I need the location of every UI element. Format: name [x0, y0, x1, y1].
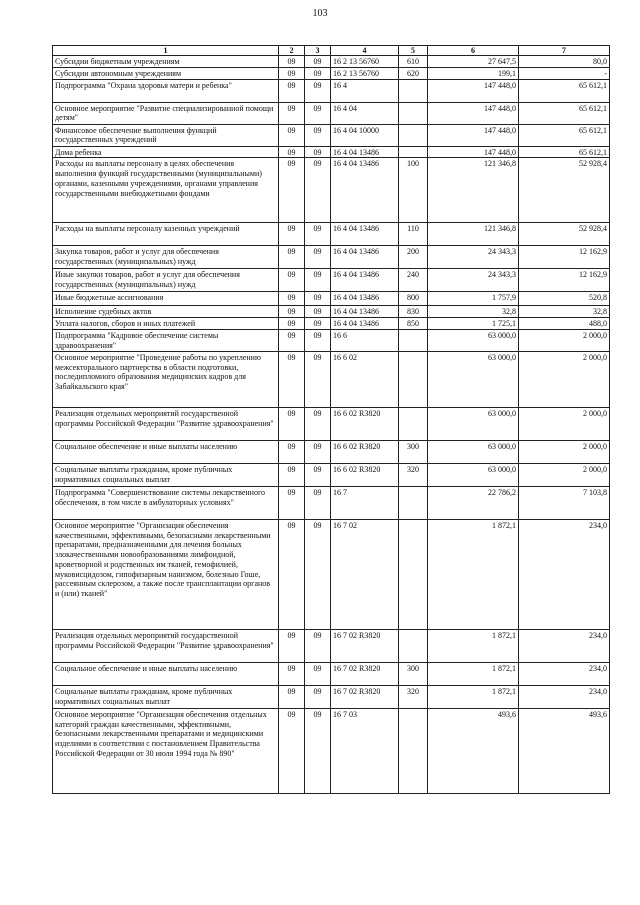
table-row — [53, 329, 610, 351]
row-amount-executed: 52 928,4 — [519, 158, 610, 223]
row-subsection: 09 — [305, 662, 331, 685]
row-amount-total: 493,6 — [428, 708, 519, 793]
row-expense-type — [399, 329, 428, 351]
row-expense-type: 300 — [399, 662, 428, 685]
row-section: 09 — [279, 292, 305, 306]
row-description: Дома ребенка — [53, 146, 279, 158]
row-target-article: 16 6 02 R3820 — [331, 407, 399, 440]
row-target-article: 16 6 02 R3820 — [331, 440, 399, 463]
row-subsection: 09 — [305, 685, 331, 708]
row-amount-executed: 12 162,9 — [519, 269, 610, 292]
table-row — [53, 318, 610, 330]
row-amount-total: 63 000,0 — [428, 440, 519, 463]
row-section: 09 — [279, 407, 305, 440]
table-row — [53, 56, 610, 68]
row-amount-total: 22 786,2 — [428, 486, 519, 519]
page-number: 103 — [312, 8, 328, 19]
row-amount-executed: 65 612,1 — [519, 102, 610, 124]
row-section: 09 — [279, 440, 305, 463]
row-section: 09 — [279, 318, 305, 330]
row-expense-type: 620 — [399, 67, 428, 79]
row-subsection: 09 — [305, 246, 331, 269]
row-amount-executed: 65 612,1 — [519, 146, 610, 158]
row-expense-type — [399, 519, 428, 629]
row-amount-total: 32,8 — [428, 306, 519, 318]
row-subsection: 09 — [305, 102, 331, 124]
table-row — [53, 79, 610, 102]
row-amount-executed: 65 612,1 — [519, 124, 610, 146]
row-subsection: 09 — [305, 269, 331, 292]
row-amount-executed: 2 000,0 — [519, 440, 610, 463]
table-row — [53, 246, 610, 269]
row-amount-total: 24 343,3 — [428, 269, 519, 292]
row-amount-executed: 80,0 — [519, 56, 610, 68]
row-description: Основное мероприятие "Проведение работы по укреплению межсекторального партнерства в области подготовки, последипломного образования медицинских кадров для Забайкальского края" — [53, 351, 279, 407]
row-target-article: 16 4 04 13486 — [331, 306, 399, 318]
row-subsection: 09 — [305, 292, 331, 306]
row-target-article: 16 7 02 — [331, 519, 399, 629]
row-expense-type — [399, 79, 428, 102]
row-section: 09 — [279, 351, 305, 407]
row-description: Основное мероприятие "Организация обеспечения качественными, эффективными, безопасными лекарственными препаратами, предназначенными для лечения больных злокачественными новообразованиями лимфоидной, кроветворной и родственных им тканей, гемофилией, муковисцидозом, гипофизарным нанизмом, болезнью Гоше, рассеянным склерозом, а также после трансплантации органов и (или) тканей" — [53, 519, 279, 629]
column-header: 2 — [279, 46, 305, 56]
row-subsection: 09 — [305, 440, 331, 463]
row-description: Подпрограмма "Кадровое обеспечение системы здравоохранения" — [53, 329, 279, 351]
row-subsection: 09 — [305, 407, 331, 440]
column-header: 4 — [331, 46, 399, 56]
row-expense-type: 320 — [399, 685, 428, 708]
table-row — [53, 292, 610, 306]
row-amount-executed: 2 000,0 — [519, 351, 610, 407]
row-amount-executed: 7 103,8 — [519, 486, 610, 519]
row-subsection: 09 — [305, 223, 331, 246]
row-section: 09 — [279, 463, 305, 486]
row-amount-total: 147 448,0 — [428, 102, 519, 124]
row-section: 09 — [279, 629, 305, 662]
row-section: 09 — [279, 124, 305, 146]
row-description: Подпрограмма "Совершенствование системы лекарственного обеспечения, в том числе в амбулаторных условиях" — [53, 486, 279, 519]
table-row — [53, 708, 610, 793]
row-amount-total: 27 647,5 — [428, 56, 519, 68]
table-row — [53, 463, 610, 486]
row-section: 09 — [279, 102, 305, 124]
row-subsection: 09 — [305, 351, 331, 407]
row-target-article: 16 7 02 R3820 — [331, 685, 399, 708]
row-target-article: 16 2 13 56760 — [331, 67, 399, 79]
row-amount-executed: 520,8 — [519, 292, 610, 306]
row-expense-type — [399, 486, 428, 519]
row-section: 09 — [279, 56, 305, 68]
row-amount-executed: 234,0 — [519, 519, 610, 629]
row-amount-total: 147 448,0 — [428, 124, 519, 146]
row-description: Подпрограмма "Охрана здоровья матери и ребенка" — [53, 79, 279, 102]
row-expense-type: 100 — [399, 158, 428, 223]
row-description: Расходы на выплаты персоналу в целях обеспечения выполнения функций государственными (муниципальными) органами, казенными учреждениями, органами управления государственными внебюджетными фондами — [53, 158, 279, 223]
table-row — [53, 269, 610, 292]
row-section: 09 — [279, 246, 305, 269]
row-amount-total: 24 343,3 — [428, 246, 519, 269]
row-description: Реализация отдельных мероприятий государственной программы Российской Федерации "Развитие здравоохранения" — [53, 407, 279, 440]
row-description: Исполнение судебных актов — [53, 306, 279, 318]
row-subsection: 09 — [305, 56, 331, 68]
row-section: 09 — [279, 329, 305, 351]
row-section: 09 — [279, 519, 305, 629]
row-subsection: 09 — [305, 67, 331, 79]
column-header: 3 — [305, 46, 331, 56]
row-section: 09 — [279, 306, 305, 318]
row-amount-executed: - — [519, 67, 610, 79]
row-subsection: 09 — [305, 629, 331, 662]
row-target-article: 16 4 04 13486 — [331, 146, 399, 158]
row-amount-total: 1 872,1 — [428, 662, 519, 685]
table-row — [53, 146, 610, 158]
row-target-article: 16 4 04 13486 — [331, 158, 399, 223]
row-amount-total: 63 000,0 — [428, 463, 519, 486]
row-subsection: 09 — [305, 79, 331, 102]
row-section: 09 — [279, 708, 305, 793]
row-amount-total: 63 000,0 — [428, 351, 519, 407]
row-target-article: 16 4 04 13486 — [331, 269, 399, 292]
row-section: 09 — [279, 223, 305, 246]
row-target-article: 16 7 02 R3820 — [331, 629, 399, 662]
table-row — [53, 685, 610, 708]
row-description: Финансовое обеспечение выполнения функций государственных учреждений — [53, 124, 279, 146]
table-row — [53, 306, 610, 318]
row-expense-type: 110 — [399, 223, 428, 246]
row-description: Реализация отдельных мероприятий государственной программы Российской Федерации "Развитие здравоохранения" — [53, 629, 279, 662]
row-expense-type: 320 — [399, 463, 428, 486]
row-section: 09 — [279, 269, 305, 292]
row-target-article: 16 7 03 — [331, 708, 399, 793]
row-amount-total: 199,1 — [428, 67, 519, 79]
row-amount-total: 1 872,1 — [428, 685, 519, 708]
row-section: 09 — [279, 685, 305, 708]
row-amount-executed: 234,0 — [519, 685, 610, 708]
row-subsection: 09 — [305, 486, 331, 519]
row-target-article: 16 4 04 13486 — [331, 292, 399, 306]
row-amount-executed: 32,8 — [519, 306, 610, 318]
table-row — [53, 662, 610, 685]
row-expense-type: 800 — [399, 292, 428, 306]
row-expense-type — [399, 708, 428, 793]
row-target-article: 16 2 13 56760 — [331, 56, 399, 68]
row-section: 09 — [279, 662, 305, 685]
table-row — [53, 158, 610, 223]
column-header: 1 — [53, 46, 279, 56]
table-row — [53, 407, 610, 440]
row-amount-executed: 493,6 — [519, 708, 610, 793]
row-amount-total: 121 346,8 — [428, 158, 519, 223]
row-section: 09 — [279, 67, 305, 79]
row-amount-executed: 234,0 — [519, 662, 610, 685]
row-target-article: 16 6 — [331, 329, 399, 351]
table-header-row — [53, 46, 610, 56]
row-target-article: 16 4 04 — [331, 102, 399, 124]
row-description: Иные бюджетные ассигнования — [53, 292, 279, 306]
row-expense-type: 830 — [399, 306, 428, 318]
table-row — [53, 519, 610, 629]
row-subsection: 09 — [305, 318, 331, 330]
row-target-article: 16 4 04 10000 — [331, 124, 399, 146]
row-description: Социальные выплаты гражданам, кроме публичных нормативных социальных выплат — [53, 463, 279, 486]
row-amount-total: 63 000,0 — [428, 329, 519, 351]
row-expense-type: 610 — [399, 56, 428, 68]
row-expense-type — [399, 124, 428, 146]
row-target-article: 16 4 04 13486 — [331, 318, 399, 330]
row-expense-type — [399, 629, 428, 662]
column-header: 6 — [428, 46, 519, 56]
row-description: Субсидии автономным учреждениям — [53, 67, 279, 79]
row-target-article: 16 4 — [331, 79, 399, 102]
row-description: Субсидии бюджетным учреждениям — [53, 56, 279, 68]
table-row — [53, 629, 610, 662]
row-subsection: 09 — [305, 519, 331, 629]
row-description: Расходы на выплаты персоналу казенных учреждений — [53, 223, 279, 246]
row-expense-type — [399, 146, 428, 158]
row-amount-total: 1 757,9 — [428, 292, 519, 306]
row-section: 09 — [279, 146, 305, 158]
row-section: 09 — [279, 158, 305, 223]
row-expense-type: 240 — [399, 269, 428, 292]
row-target-article: 16 7 — [331, 486, 399, 519]
table-row — [53, 486, 610, 519]
row-amount-executed: 234,0 — [519, 629, 610, 662]
row-amount-total: 1 725,1 — [428, 318, 519, 330]
row-subsection: 09 — [305, 158, 331, 223]
row-amount-executed: 488,0 — [519, 318, 610, 330]
row-subsection: 09 — [305, 329, 331, 351]
table-row — [53, 440, 610, 463]
row-amount-total: 1 872,1 — [428, 519, 519, 629]
table-row — [53, 102, 610, 124]
table-row — [53, 67, 610, 79]
row-amount-executed: 65 612,1 — [519, 79, 610, 102]
row-amount-executed: 2 000,0 — [519, 463, 610, 486]
row-expense-type — [399, 351, 428, 407]
row-subsection: 09 — [305, 306, 331, 318]
column-header: 7 — [519, 46, 610, 56]
row-section: 09 — [279, 486, 305, 519]
row-target-article: 16 7 02 R3820 — [331, 662, 399, 685]
row-description: Иные закупки товаров, работ и услуг для обеспечения государственных (муниципальных) нужд — [53, 269, 279, 292]
row-amount-executed: 2 000,0 — [519, 407, 610, 440]
row-description: Закупка товаров, работ и услуг для обеспечения государственных (муниципальных) нужд — [53, 246, 279, 269]
row-expense-type: 200 — [399, 246, 428, 269]
row-expense-type — [399, 102, 428, 124]
row-amount-total: 1 872,1 — [428, 629, 519, 662]
column-header: 5 — [399, 46, 428, 56]
row-description: Основное мероприятие "Развитие специализированной помощи детям" — [53, 102, 279, 124]
row-target-article: 16 4 04 13486 — [331, 223, 399, 246]
row-amount-executed: 2 000,0 — [519, 329, 610, 351]
row-description: Социальное обеспечение и иные выплаты населению — [53, 662, 279, 685]
row-description: Социальное обеспечение и иные выплаты населению — [53, 440, 279, 463]
table-row — [53, 351, 610, 407]
row-amount-total: 63 000,0 — [428, 407, 519, 440]
row-section: 09 — [279, 79, 305, 102]
row-subsection: 09 — [305, 708, 331, 793]
table-row — [53, 124, 610, 146]
row-target-article: 16 6 02 — [331, 351, 399, 407]
row-expense-type — [399, 407, 428, 440]
table-body — [53, 56, 610, 794]
row-amount-total: 147 448,0 — [428, 146, 519, 158]
row-subsection: 09 — [305, 146, 331, 158]
row-description: Социальные выплаты гражданам, кроме публичных нормативных социальных выплат — [53, 685, 279, 708]
row-amount-executed: 52 928,4 — [519, 223, 610, 246]
row-subsection: 09 — [305, 124, 331, 146]
row-description: Уплата налогов, сборов и иных платежей — [53, 318, 279, 330]
row-subsection: 09 — [305, 463, 331, 486]
row-amount-total: 121 346,8 — [428, 223, 519, 246]
row-target-article: 16 4 04 13486 — [331, 246, 399, 269]
row-expense-type: 850 — [399, 318, 428, 330]
row-expense-type: 300 — [399, 440, 428, 463]
budget-table — [52, 45, 610, 794]
row-amount-executed: 12 162,9 — [519, 246, 610, 269]
table-row — [53, 223, 610, 246]
row-target-article: 16 6 02 R3820 — [331, 463, 399, 486]
row-description: Основное мероприятие "Организация обеспечения отдельных категорий граждан качественными, эффективными, безопасными лекарственными препаратами и медицинскими изделиями в соответствии с постановлением Правительства Российской Федерации от 30 июля 1994 года № 890" — [53, 708, 279, 793]
row-amount-total: 147 448,0 — [428, 79, 519, 102]
